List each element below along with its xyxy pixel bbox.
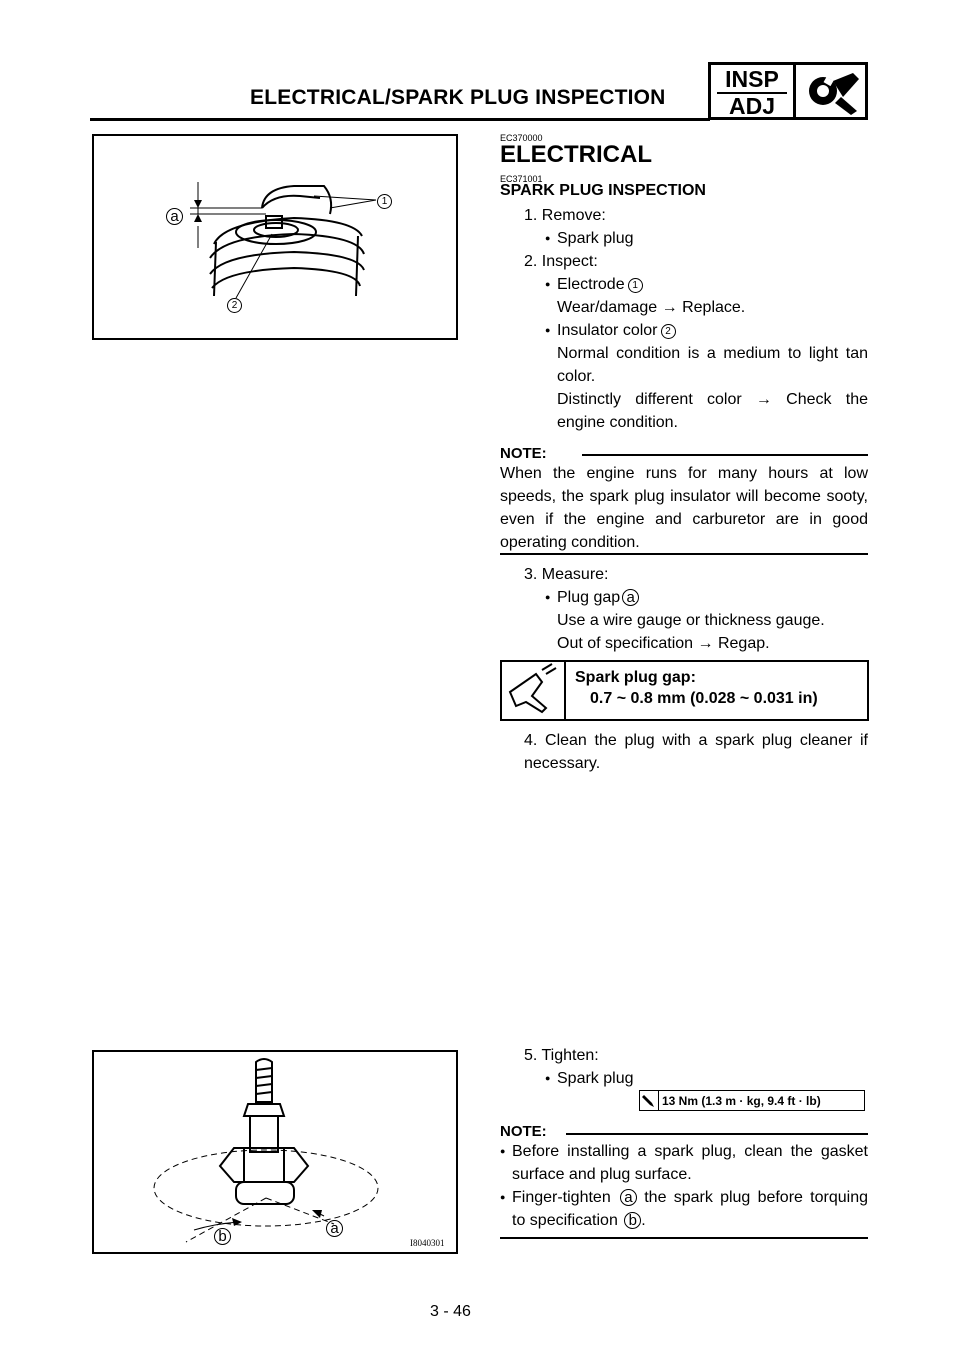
step-3-item-text: Plug gap <box>557 589 621 606</box>
note-2-bullet-2-end: . <box>641 1212 646 1229</box>
badge-line-1: INSP <box>717 65 787 94</box>
step-2-item-2-text: Insulator color <box>557 322 658 339</box>
figure2-label-a: a <box>326 1220 343 1237</box>
figure1-label-a: a <box>166 208 183 225</box>
spec-icon-cell <box>502 662 566 719</box>
spec-label: Spark plug gap: <box>575 669 696 686</box>
note-2-bullet-1: ● Before installing a spark plug, clean the gasket surface and plug surface. <box>512 1140 868 1186</box>
step-2-item-2-detail-1: Normal condition is a medium to light tan color. <box>557 345 868 385</box>
spark-plug-gap-spec-box <box>500 660 869 721</box>
step-2-item-2-detail-2: Distinctly different color → Check the engine condition. <box>557 391 868 431</box>
step-3-item-ref: a <box>622 589 639 606</box>
spark-plug-illustration <box>94 136 456 338</box>
step-3-detail-2: Out of specification → Regap. <box>557 635 770 652</box>
wrench-tool-icon <box>797 67 865 117</box>
step-4: 4. Clean the plug with a spark plug cleaner if necessary. <box>524 732 868 772</box>
section-title: ELECTRICAL <box>500 141 652 168</box>
spark-plug-tighten-illustration <box>94 1052 456 1252</box>
step-5: 5. Tighten: <box>524 1047 599 1064</box>
figure1-label-1: 1 <box>377 194 392 209</box>
step-1-item: ● Spark plug <box>557 227 634 250</box>
step-5-item: ● Spark plug <box>557 1067 634 1090</box>
step-1: 1. Remove: <box>524 207 606 224</box>
note-1-bottom-rule <box>500 553 868 555</box>
torque-value: 13 Nm (1.3 m · kg, 9.4 ft · lb) <box>662 1094 821 1108</box>
section-code: EC370000 <box>500 133 543 143</box>
note-1-text: When the engine runs for many hours at low speeds, the spark plug insulator will become sooty, even if the engine and carburetor are in good operating condition. <box>500 465 868 551</box>
subsection-title: SPARK PLUG INSPECTION <box>500 182 706 199</box>
badge-line-2: ADJ <box>728 93 775 119</box>
page-number: 3 - 46 <box>430 1303 471 1320</box>
figure2-code: I8040301 <box>410 1238 445 1248</box>
note-2-label: NOTE: <box>500 1123 547 1140</box>
header-rule <box>90 118 710 121</box>
section-badge <box>708 62 868 120</box>
note-2-bullet-2-pre: Finger-tighten <box>512 1189 611 1206</box>
step-2-item-1 <box>557 273 643 296</box>
spark-plug-gap-figure <box>92 134 458 340</box>
note-2-ref-b: b <box>624 1212 641 1229</box>
step-2-item-1-ref: 1 <box>628 278 643 293</box>
spec-value: 0.7 ~ 0.8 mm (0.028 ~ 0.031 in) <box>590 690 818 707</box>
note-2-ref-a: a <box>620 1189 637 1206</box>
step-2-item-2-ref: 2 <box>661 324 676 339</box>
note-1-label: NOTE: <box>500 445 547 462</box>
note-2-bullet-2 <box>512 1186 868 1232</box>
caliper-icon <box>502 662 562 718</box>
note-2-bottom-rule <box>500 1237 868 1239</box>
figure2-label-b: b <box>214 1228 231 1245</box>
note-1-top-rule <box>582 454 868 456</box>
step-2-item-1-detail: Wear/damage → Replace. <box>557 299 746 316</box>
subsection-code: EC371001 <box>500 174 543 184</box>
page-header-title: ELECTRICAL/SPARK PLUG INSPECTION <box>250 86 666 109</box>
spark-plug-tighten-figure <box>92 1050 458 1254</box>
step-3: 3. Measure: <box>524 566 609 583</box>
torque-icon-cell <box>640 1091 659 1110</box>
note-2-bullet-2-mid: the spark plug before torquing to specification <box>512 1189 868 1229</box>
note-2-top-rule <box>566 1133 868 1135</box>
torque-spec-box <box>639 1090 865 1111</box>
step-3-item <box>557 586 639 609</box>
figure1-label-2: 2 <box>227 298 242 313</box>
step-2-item-2 <box>557 319 676 342</box>
torque-wrench-icon <box>640 1091 658 1110</box>
badge-text <box>711 65 796 117</box>
step-2-item-1-text: Electrode <box>557 276 625 293</box>
step-2: 2. Inspect: <box>524 253 598 270</box>
step-3-detail-1: Use a wire gauge or thickness gauge. <box>557 612 825 629</box>
